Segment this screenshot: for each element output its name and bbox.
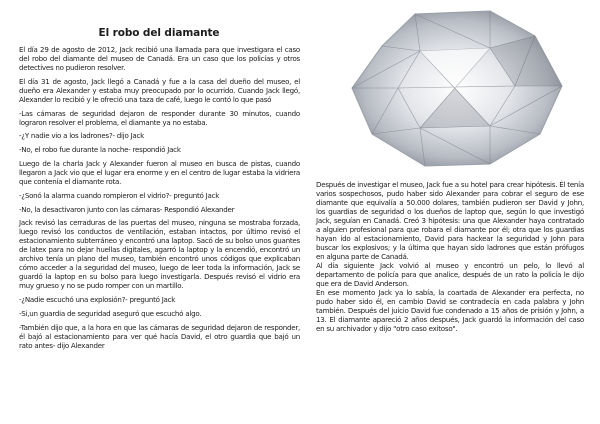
paragraph: Jack revisó las cerraduras de las puertas del museo, ninguna se mostraba forzada, luego revisó los conductos de ventilación, estaban intactos, por último revisó el estacionamiento subterráneo y encontró una laptop. Sacó de su bolso unos guantes de latex para no dejar huellas digitales, agarró la laptop y la encendió, encontró un archivo tenía un plano del museo, también encontró unos códigos que explicaban cómo acceder a la seguridad del museo, luego de leer toda la información, Jack se guardó la laptop en su bolso para luego investigarla. Después revisó el vidrio era muy grueso y no se pudo romper con un martillo. (19, 218, 300, 291)
page-title: El robo del diamante (98, 27, 220, 39)
paragraph: -¿Sonó la alarma cuando rompieron el vidrio?- preguntó Jack (19, 190, 220, 200)
right-column (316, 180, 584, 333)
diamond-image (330, 6, 580, 169)
paragraph: Después de investigar el museo, Jack fue a su hotel para crear hipótesis. Él tenía varios sospechosos, pudo haber sido Alexander para cobrar el seguro de ese diamante que equivalía a 50.000 dolares, también pudieron ser David y John, los guardias de seguridad o los dueños de laptop que, según lo que investigó Jack, seguían en Canadá. Creó 3 hipótesis: una que Alexander haya contratado a alguien profesional para que robara el diamante por él; otra que los guardias hayan ido al estacionamiento, David para hackear la seguridad y John para buscar los explosivos; y la última que hayan sido ladrones que están prófugos en alguna parte de Canadá. (316, 180, 584, 261)
paragraph: -Si,un guardia de seguridad aseguró que escuchó algo. (19, 308, 202, 318)
left-column (19, 45, 300, 355)
paragraph: El día 31 de agosto, Jack llegó a Canadá y fue a la casa del dueño del museo, el dueño era Alexander y estaba muy preocupado por lo ocurrido. Cuando Jack llegó, Alexander lo recibió y le ofreció una taza de café, luego le contó lo que pasó (19, 76, 300, 104)
paragraph: -¿Nadie escuchó una explosión?- preguntó Jack (19, 295, 176, 305)
paragraph: -También dijo que, a la hora en que las cámaras de seguridad dejaron de responder, él bajó al estacionamiento para ver qué hacía David, el otro guardia que bajó un rato antes- dijo Alexander (19, 322, 300, 350)
paragraph: -No, el robo fue durante la noche- respondió Jack (19, 145, 181, 155)
paragraph: -¿Y nadie vio a los ladrones?- dijo Jack (19, 131, 145, 141)
paragraph: -Las cámaras de seguridad dejaron de responder durante 30 minutos, cuando lograron resolver el problema, el diamante ya no estaba. (19, 108, 300, 127)
paragraph: -No, la desactivaron junto con las cámaras- Respondió Alexander (19, 204, 235, 214)
paragraph: Al día siguiente Jack volvió al museo y encontró un pelo, lo llevó al departamento de policía para que analice, después de un rato la policía le dijo que era de David Anderson. (316, 261, 584, 288)
paragraph: En ese momento Jack ya lo sabía, la coartada de Alexander era perfecta, no pudo haber sido él, en cambio David se contradecía en cada palabra y John también. Después del juicio David fue condenado a 15 años de prisión y John, a 13. El diamante apareció 2 años después, Jack guardó la información del caso en su archivador y dijo "otro caso exitoso". (316, 288, 584, 333)
paragraph: Luego de la charla Jack y Alexander fueron al museo en busca de pistas, cuando llegaron a Jack vio que el lugar era enorme y en el centro de lugar estaba la vidriera que contenía el diamante rota. (19, 158, 300, 186)
paragraph: El día 29 de agosto de 2012, Jack recibió una llamada para que investigara el caso del robo del diamante del museo de Canadá. Era un caso que los policías y otros detectives no pudieron resolver. (19, 45, 300, 72)
